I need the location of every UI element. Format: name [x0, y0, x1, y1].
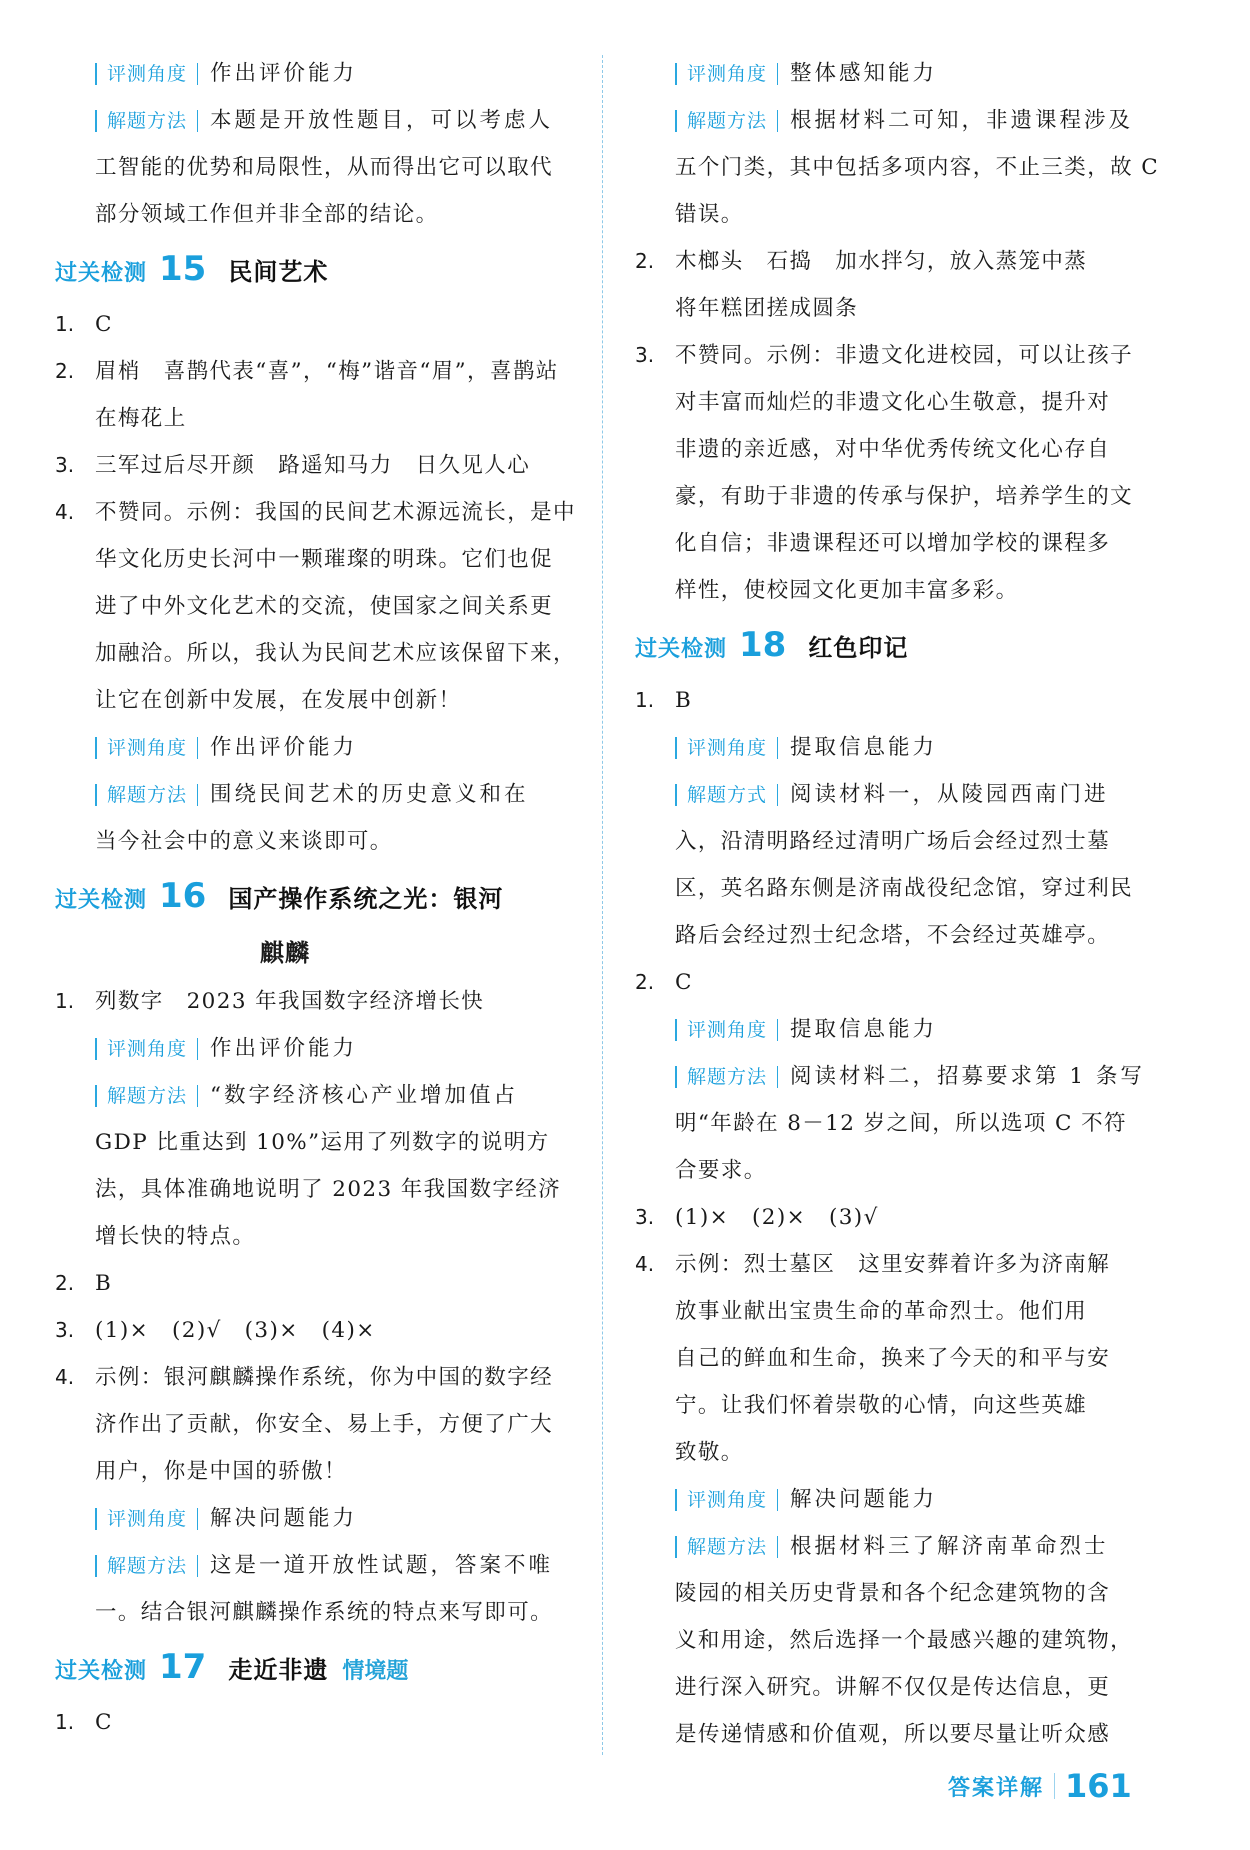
analysis-line — [55, 50, 575, 97]
right-column — [635, 50, 1160, 1758]
text-line: 入，沿清明路经过清明广场后会经过烈士墓 — [675, 829, 1111, 854]
analysis-line — [55, 1542, 575, 1589]
text-line: 五个门类，其中包括多项内容，不止三类，故 C — [675, 155, 1160, 180]
text-line: 陵园的相关历史背景和各个纪念建筑物的含 — [675, 1581, 1111, 1606]
item-text: (1)× (2)√ (3)× (4)× — [95, 1318, 376, 1343]
analysis-text: 这是一道开放性试题，答案不唯 — [210, 1553, 554, 1578]
section-label: 过关检测 — [55, 888, 148, 913]
left-column — [55, 50, 575, 1746]
analysis-tag: 解题方法 — [675, 1066, 778, 1088]
item-number: 2. — [55, 359, 75, 383]
answer-item — [55, 1260, 575, 1307]
analysis-line — [55, 724, 575, 771]
answer-item — [55, 489, 575, 536]
analysis-text: 根据材料二可知，非遗课程涉及 — [790, 108, 1134, 133]
answer-item — [55, 1699, 575, 1746]
analysis-tag: 评测角度 — [675, 737, 778, 759]
analysis-tag: 解题方法 — [95, 110, 198, 132]
analysis-line — [635, 1476, 1150, 1523]
item-number: 1. — [55, 312, 75, 336]
analysis-line — [635, 724, 1150, 771]
text-line: 进了中外文化艺术的交流，使国家之间关系更 — [95, 594, 554, 619]
item-number: 2. — [55, 1271, 75, 1295]
text-line: 将年糕团搓成圆条 — [675, 296, 859, 321]
analysis-tag: 解题方法 — [675, 1536, 778, 1558]
analysis-text: 阅读材料一，从陵园西南门进 — [790, 782, 1109, 807]
analysis-text: 作出评价能力 — [210, 735, 358, 760]
text-line: 用户，你是中国的骄傲！ — [95, 1459, 347, 1484]
analysis-text: 提取信息能力 — [790, 735, 938, 760]
text-line: 增长快的特点。 — [95, 1224, 256, 1249]
analysis-text: “数字经济核心产业增加值占 — [210, 1083, 519, 1108]
answer-item — [635, 1194, 1150, 1241]
text-line: 对丰富而灿烂的非遗文化心生敬意，提升对 — [675, 390, 1111, 415]
analysis-tag: 评测角度 — [675, 63, 778, 85]
section-title-continued: 麒麟 — [260, 939, 310, 967]
text-line: 华文化历史长河中一颗璀璨的明珠。它们也促 — [95, 547, 554, 572]
section-heading — [635, 614, 1150, 677]
answer-item — [635, 959, 1150, 1006]
item-text: 木榔头 石捣 加水拌匀，放入蒸笼中蒸 — [675, 249, 1088, 274]
item-number: 1. — [55, 989, 75, 1013]
column-divider — [602, 55, 603, 1755]
text-line: 当今社会中的意义来谈即可。 — [95, 829, 393, 854]
text-line: 自己的鲜血和生命，换来了今天的和平与安 — [675, 1346, 1111, 1371]
text-line: 进行深入研究。讲解不仅仅是传达信息，更 — [675, 1675, 1111, 1700]
answer-item — [635, 238, 1150, 285]
analysis-line — [55, 1025, 575, 1072]
item-number: 3. — [635, 343, 655, 367]
text-line: GDP 比重达到 10%”运用了列数字的说明方 — [95, 1130, 550, 1155]
item-text: 列数字 2023 年我国数字经济增长快 — [95, 989, 485, 1014]
analysis-text: 作出评价能力 — [210, 1036, 358, 1061]
analysis-tag: 评测角度 — [95, 1508, 198, 1530]
item-text: 示例：烈士墓区 这里安葬着许多为济南解 — [675, 1252, 1111, 1277]
text-line: 部分领域工作但并非全部的结论。 — [95, 202, 439, 227]
analysis-text: 解决问题能力 — [790, 1487, 938, 1512]
text-line: 加融洽。所以，我认为民间艺术应该保留下来， — [95, 641, 576, 666]
section-label: 过关检测 — [635, 637, 728, 662]
text-line: 路后会经过烈士纪念塔，不会经过英雄亭。 — [675, 923, 1111, 948]
text-line: 样性，使校园文化更加丰富多彩。 — [675, 578, 1019, 603]
answer-item — [55, 348, 575, 395]
item-number: 3. — [635, 1205, 655, 1229]
analysis-tag: 评测角度 — [95, 737, 198, 759]
item-text: 三军过后尽开颜 路遥知马力 日久见人心 — [95, 453, 531, 478]
section-number: 18 — [739, 625, 787, 665]
item-text: 眉梢 喜鹊代表“喜”，“梅”谐音“眉”，喜鹊站 — [95, 359, 559, 384]
section-title: 民间艺术 — [228, 258, 329, 286]
analysis-text: 作出评价能力 — [210, 61, 358, 86]
analysis-tag: 评测角度 — [95, 1038, 198, 1060]
text-line: 化自信；非遗课程还可以增加学校的课程多 — [675, 531, 1111, 556]
analysis-line — [55, 771, 575, 818]
text-line: 在梅花上 — [95, 406, 187, 431]
analysis-line — [635, 97, 1150, 144]
answer-item — [635, 1241, 1150, 1288]
item-text: 示例：银河麒麟操作系统，你为中国的数字经 — [95, 1365, 554, 1390]
section-number: 15 — [159, 249, 207, 289]
analysis-tag: 解题方法 — [95, 1555, 198, 1577]
analysis-line — [55, 1495, 575, 1542]
item-number: 4. — [635, 1252, 655, 1276]
analysis-text: 解决问题能力 — [210, 1506, 358, 1531]
item-number: 4. — [55, 1365, 75, 1389]
answer-item — [55, 301, 575, 348]
analysis-text: 提取信息能力 — [790, 1017, 938, 1042]
answer-item — [55, 978, 575, 1025]
analysis-line — [55, 97, 575, 144]
analysis-line — [635, 1053, 1150, 1100]
analysis-tag: 解题方法 — [95, 1085, 198, 1107]
section-heading — [55, 1636, 575, 1699]
analysis-line — [635, 1006, 1150, 1053]
text-line: 宁。让我们怀着崇敬的心情，向这些英雄 — [675, 1393, 1088, 1418]
section-title: 走近非遗 — [228, 1656, 329, 1684]
section-number: 17 — [159, 1647, 207, 1687]
text-line: 让它在创新中发展，在发展中创新！ — [95, 688, 462, 713]
answer-item — [55, 1307, 575, 1354]
item-number: 4. — [55, 500, 75, 524]
analysis-text: 整体感知能力 — [790, 61, 938, 86]
analysis-text: 根据材料三了解济南革命烈士 — [790, 1534, 1109, 1559]
text-line: 区，英名路东侧是济南战役纪念馆，穿过利民 — [675, 876, 1134, 901]
section-title: 国产操作系统之光：银河 — [228, 885, 504, 913]
analysis-tag: 解题方法 — [675, 110, 778, 132]
answer-item — [55, 442, 575, 489]
analysis-tag: 评测角度 — [675, 1019, 778, 1041]
item-text: B — [675, 688, 693, 713]
analysis-text: 阅读材料二，招募要求第 1 条写 — [790, 1064, 1145, 1089]
page-number: 161 — [1065, 1767, 1132, 1805]
page-footer — [948, 1760, 1132, 1812]
section-heading — [55, 865, 575, 928]
item-number: 3. — [55, 453, 75, 477]
section-number: 16 — [159, 876, 207, 916]
section-label: 过关检测 — [55, 261, 148, 286]
item-number: 1. — [635, 688, 655, 712]
analysis-tag: 评测角度 — [95, 63, 198, 85]
section-subtag: 情境题 — [342, 1659, 409, 1684]
text-line: 一。结合银河麒麟操作系统的特点来写即可。 — [95, 1600, 554, 1625]
text-line: 致敬。 — [675, 1440, 744, 1465]
answer-item — [55, 1354, 575, 1401]
answer-item — [635, 332, 1150, 379]
analysis-line — [635, 50, 1150, 97]
item-number: 2. — [635, 249, 655, 273]
text-line: 义和用途，然后选择一个最感兴趣的建筑物， — [675, 1628, 1134, 1653]
item-number: 2. — [635, 970, 655, 994]
footer-separator — [1054, 1773, 1055, 1799]
analysis-line — [635, 771, 1150, 818]
item-text: (1)× (2)× (3)√ — [675, 1205, 879, 1230]
analysis-tag: 解题方式 — [675, 784, 778, 806]
text-line: 非遗的亲近感，对中华优秀传统文化心存自 — [675, 437, 1111, 462]
text-line: 明“年龄在 8－12 岁之间，所以选项 C 不符 — [675, 1111, 1127, 1136]
analysis-text: 围绕民间艺术的历史意义和在 — [210, 782, 529, 807]
text-line: 豪，有助于非遗的传承与保护，培养学生的文 — [675, 484, 1134, 509]
item-text: 不赞同。示例：我国的民间艺术源远流长，是中 — [95, 500, 576, 525]
text-line: 法，具体准确地说明了 2023 年我国数字经济 — [95, 1177, 562, 1202]
section-label: 过关检测 — [55, 1659, 148, 1684]
text-line: 合要求。 — [675, 1158, 767, 1183]
item-text: B — [95, 1271, 113, 1296]
analysis-line — [55, 1072, 575, 1119]
item-text: C — [95, 312, 113, 337]
item-text: 不赞同。示例：非遗文化进校园，可以让孩子 — [675, 343, 1134, 368]
text-line: 错误。 — [675, 202, 744, 227]
text-line: 是传递情感和价值观，所以要尽量让听众感 — [675, 1722, 1111, 1747]
text-line: 工智能的优势和局限性，从而得出它可以取代 — [95, 155, 554, 180]
item-number: 3. — [55, 1318, 75, 1342]
analysis-line — [635, 1523, 1150, 1570]
text-line: 济作出了贡献，你安全、易上手，方便了广大 — [95, 1412, 554, 1437]
analysis-tag: 评测角度 — [675, 1489, 778, 1511]
item-number: 1. — [55, 1710, 75, 1734]
section-heading — [55, 238, 575, 301]
footer-label: 答案详解 — [948, 1775, 1045, 1801]
analysis-tag: 解题方法 — [95, 784, 198, 806]
analysis-text: 本题是开放性题目，可以考虑人 — [210, 108, 554, 133]
text-line: 放事业献出宝贵生命的革命烈士。他们用 — [675, 1299, 1088, 1324]
item-text: C — [675, 970, 693, 995]
section-title: 红色印记 — [808, 634, 909, 662]
item-text: C — [95, 1710, 113, 1735]
answer-item — [635, 677, 1150, 724]
